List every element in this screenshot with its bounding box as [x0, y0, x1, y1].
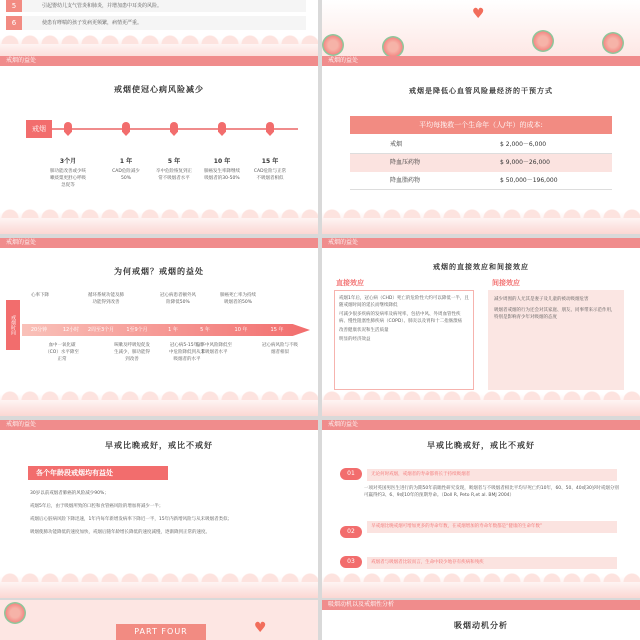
- heart-icon: ♥: [254, 620, 267, 636]
- item-number: 6: [6, 16, 22, 30]
- slide-title: 戒烟是降低心血管风险最经济的干预方式: [409, 87, 553, 95]
- flower-icon: [382, 36, 404, 58]
- list-item: 吸烟使肺功能降低的速度加快，戒烟后随年龄增长降低的速度减慢，逐渐降到正常的速度。: [30, 530, 210, 535]
- cost-table: [350, 136, 612, 190]
- timeline-tick: 12小时: [62, 327, 80, 333]
- row-value: $ 9,000－26,000: [500, 159, 550, 166]
- list-item: [340, 548, 620, 569]
- timeline-tick: 15 年: [270, 327, 284, 333]
- quit-label: 戒烟: [26, 120, 52, 138]
- timeline-tick: 1至9个月: [126, 327, 148, 333]
- flower-icon: [322, 34, 344, 56]
- timeline-tick: 20分钟: [30, 327, 48, 333]
- below-text: 冠心病5-15年,卒中危险降低到从未吸烟者的水平: [169, 343, 205, 362]
- row-key: 降血压药物: [390, 159, 421, 166]
- age-band: 各个年龄段戒烟均有益处: [28, 466, 168, 480]
- slide-title: 吸烟动机分析: [454, 621, 508, 630]
- timeline-pin: [64, 122, 72, 136]
- slide-header: 戒烟的益处: [0, 56, 318, 66]
- slide-header: 戒烟的益处: [322, 238, 640, 248]
- timeline-tick: 1 年: [168, 327, 178, 333]
- slide-header: 吸烟动机以及戒烟性分析: [322, 600, 640, 610]
- flower-icon: [4, 602, 26, 624]
- above-text: 循环系统功能及肺功能得到改善: [88, 293, 124, 305]
- timeline-pin: [122, 122, 130, 136]
- side-label: 戒烟时间: [6, 300, 20, 350]
- slide-header: 戒烟的益处: [0, 420, 318, 430]
- list-item: 改善健康状况和生活质量: [339, 328, 389, 333]
- flower-icon: [532, 30, 554, 52]
- row-key: 降血脂药物: [390, 177, 421, 184]
- timeline-time: 5 年: [167, 158, 181, 165]
- slide-header: 戒烟的益处: [322, 56, 640, 66]
- list-item: 戒烟5年后，由于吸烟所致的口腔和食管癌风险的增加将减少一半；: [30, 504, 164, 509]
- list-item: [6, 16, 306, 30]
- slide-3: [0, 56, 318, 234]
- row-value: $ 50,000－196,000: [500, 177, 558, 184]
- below-text: 血中一氧化碳（CO）水平降至正常: [45, 343, 79, 362]
- slide-6: [322, 238, 640, 416]
- slide-8: [322, 420, 640, 598]
- slide-title: 早戒比晚戒好，戒比不戒好: [427, 441, 535, 450]
- timeline-tick: 10 年: [234, 327, 248, 333]
- list-item: 减少周围的人尤其是妻子及儿童的被动吸烟危害: [494, 297, 589, 302]
- list-item: 戒烟1年后，冠心病（CHD）死亡的危险性大约可以降低一半，且随戒烟时间的延长而继续降低: [339, 296, 469, 308]
- row-key: 戒烟: [390, 141, 403, 148]
- below-text: 脑卒中风险降低至非吸烟者水平: [196, 343, 232, 355]
- slide-title: 早戒比晚戒好，戒比不戒好: [105, 441, 213, 450]
- timeline-time: 15 年: [261, 158, 279, 165]
- slide-1: [0, 0, 318, 60]
- slide-10: [322, 600, 640, 640]
- slide-5: [0, 238, 318, 416]
- timeline-pin: [266, 122, 274, 136]
- slide-header: 戒烟的益处: [0, 238, 318, 248]
- item-number: 01: [340, 468, 362, 480]
- slide-title: 为何戒烟？戒烟的益处: [114, 267, 204, 276]
- indirect-heading: 间接效应: [492, 279, 520, 287]
- timeline-desc: CAD危险与正常不吸烟者相似: [253, 169, 287, 181]
- above-text: 肺癌死亡率为持续吸烟者的50%: [220, 293, 256, 305]
- cost-banner: 平均每挽救一个生命年（人/年）的成本:: [350, 116, 612, 134]
- list-item: 30岁以前戒烟者肺癌的风险减少90%；: [30, 491, 109, 496]
- list-item: [340, 460, 620, 499]
- below-text: 咳嗽及呼吸短促发生减少，肺功能得到改善: [114, 343, 150, 362]
- timeline-time: 10 年: [213, 158, 231, 165]
- timeline-time: 3个月: [59, 158, 77, 165]
- list-item: [340, 518, 620, 538]
- timeline-desc: 肺功能改善或少咳嗽痰粟更舒心呼吸急促等: [50, 169, 86, 188]
- list-item: [6, 0, 306, 12]
- timeline-desc: 卒中危险恢复到正常不吸烟者水平: [156, 169, 192, 181]
- flower-icon: [602, 32, 624, 54]
- list-item: 可减少很多疾病的发病率及病死率，包括中风、外周血管性疾病、慢性阻塞性肺疾病（COPD）、肺炎以及胃和十二指肠溃疡: [339, 312, 463, 324]
- item-text: 引起婴幼儿支气管炎和肺炎，并增加患中耳炎的风险。: [42, 3, 163, 9]
- slide-7: [0, 420, 318, 598]
- table-row: [350, 172, 612, 190]
- direct-heading: 直接效应: [336, 279, 364, 287]
- above-text: 心率下降: [31, 293, 49, 298]
- item-detail: 一项对英国男医生进行的为期50年前瞻性研究发现，吸烟者与不吸烟者相比平均早死亡约10年，60、50、40或30岁时戒烟分别可赢得约3、6、9或10年的预期寿命。（Doll R, Peto R,et al. BMJ 2004）: [364, 486, 619, 498]
- slide-header: 戒烟的益处: [322, 420, 640, 430]
- direct-box: [334, 290, 474, 390]
- slide-2: [322, 0, 640, 60]
- item-text: 使患有哮喘的孩子发病更频繁，病情更严重。: [42, 20, 143, 26]
- below-text: 冠心病风险与不吸烟者相似: [262, 343, 298, 355]
- list-item: 吸烟者戒烟的行为还会对其家庭、朋友、同事带来示范作用，特别是影响青少年对吸烟的态度: [494, 308, 616, 320]
- item-title: 无论何时戒烟，戒烟者的寿命都将长于持续吸烟者: [367, 469, 617, 481]
- above-text: 冠心病患者额外风险降低50%: [160, 293, 196, 305]
- item-title: 早戒烟比晚戒烟可增加更多的寿命年数，在戒烟增加的寿命年数都是“健康的生命年数”: [367, 521, 617, 533]
- timeline-tick: 5 年: [200, 327, 210, 333]
- slide-9: [0, 600, 318, 640]
- part-label: PART FOUR: [116, 624, 206, 640]
- indirect-box: [488, 290, 624, 390]
- timeline-desc: CAD危险减少50%: [112, 169, 140, 181]
- timeline-pin: [218, 122, 226, 136]
- heart-icon: ♥: [472, 6, 485, 22]
- list-item: 戒烟后心脏病风险下降迅速，1年内每年新增发病率下降近一半，15年内新增风险与从未吸烟者类似；: [30, 517, 233, 522]
- slide-title: 戒烟使冠心病风险减少: [114, 85, 204, 94]
- table-row: [350, 136, 612, 154]
- item-number: 02: [340, 526, 362, 538]
- item-title: 戒烟者与吸烟者比较而言，生命中较少地存有疾病和残疾: [367, 557, 617, 569]
- timeline-pin: [170, 122, 178, 136]
- table-row: [350, 154, 612, 172]
- timeline-tick: 2周至3个月: [87, 327, 115, 333]
- slide-title: 戒烟的直接效应和间接效应: [433, 263, 529, 271]
- item-number: 03: [340, 556, 362, 568]
- item-number: 5: [6, 0, 22, 12]
- list-item: 明显的经济效益: [339, 337, 371, 342]
- slide-4: [322, 56, 640, 234]
- row-value: $ 2,000－6,000: [500, 141, 547, 148]
- timeline-time: 1 年: [119, 158, 133, 165]
- timeline-desc: 肺癌发生率降继续吸烟者的30-50%: [204, 169, 240, 181]
